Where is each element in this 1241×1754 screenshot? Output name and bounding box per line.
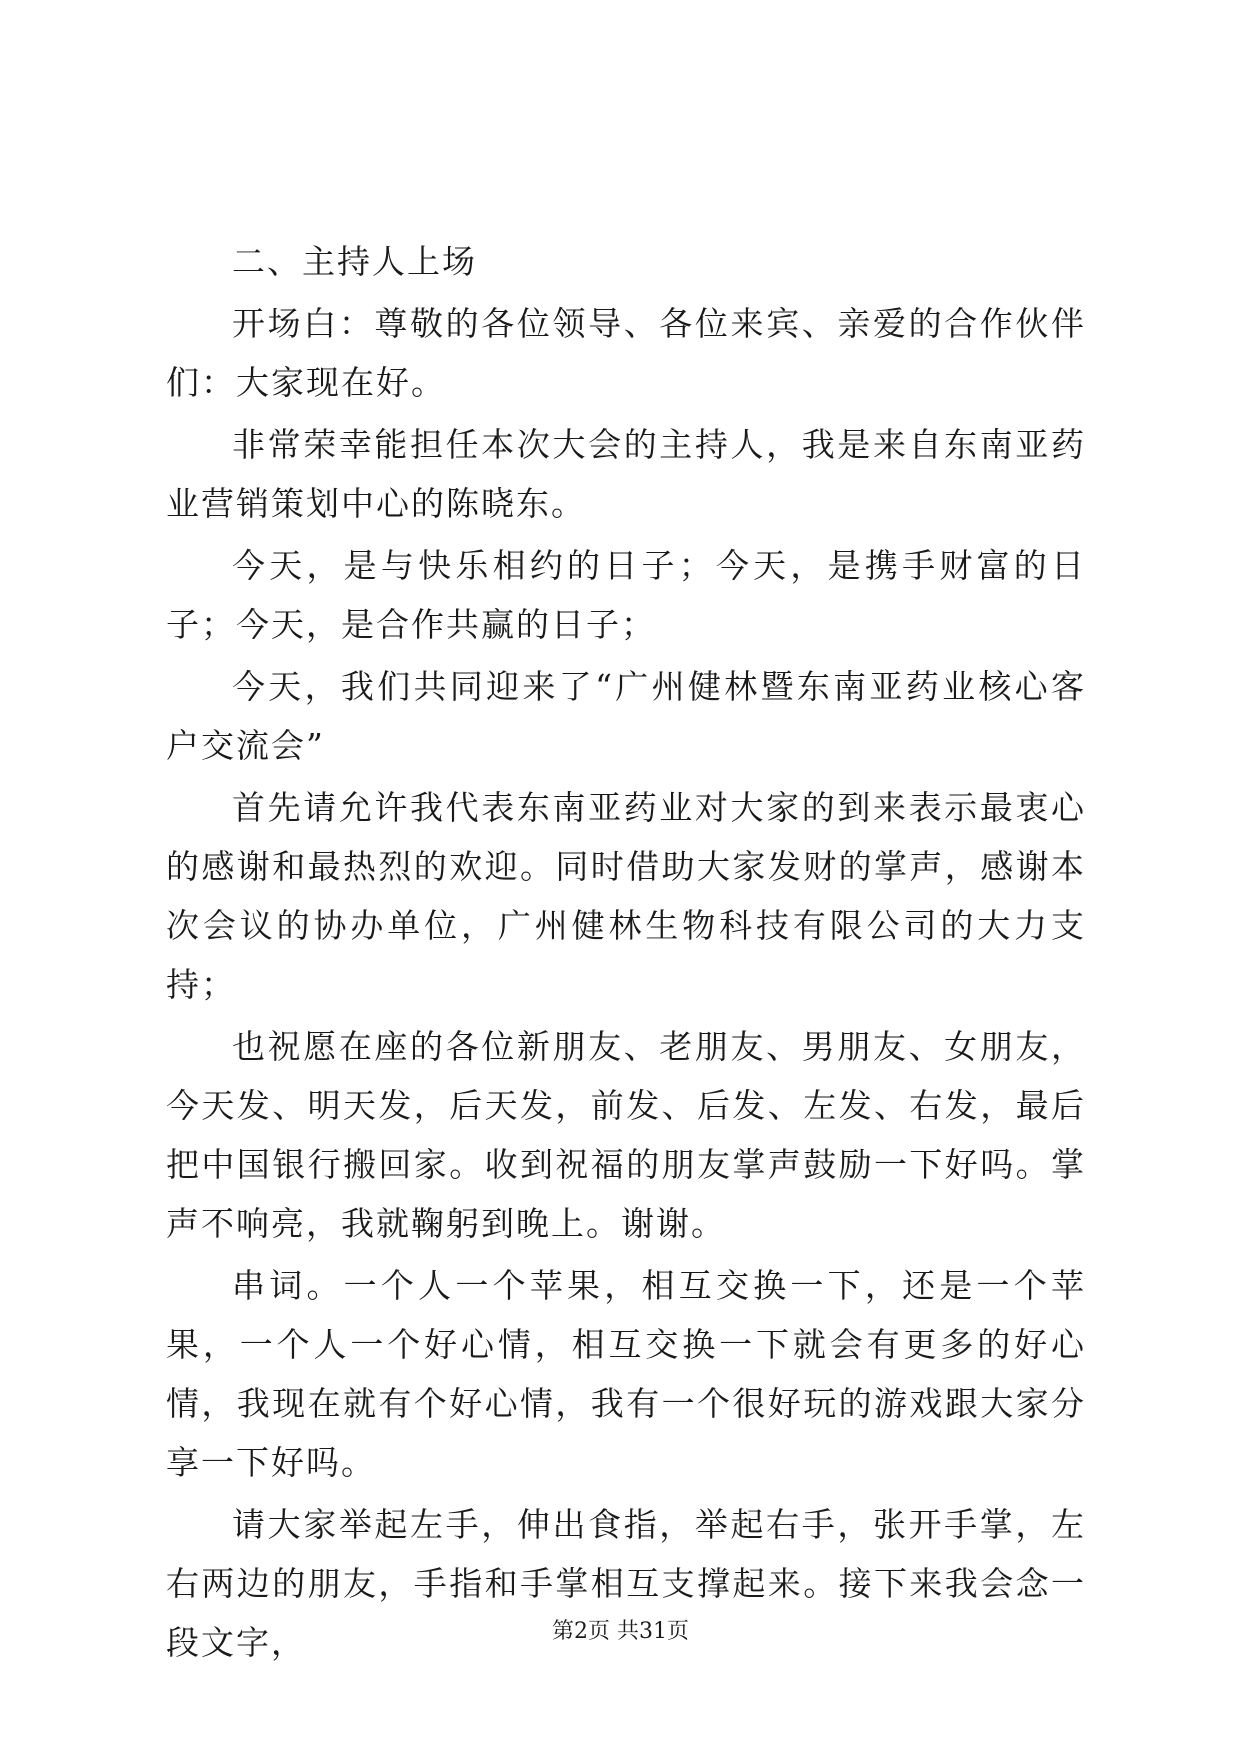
paragraph-welcome-thanks: 首先请允许我代表东南亚药业对大家的到来表示最衷心的感谢和最热烈的欢迎。同时借助大家发财的掌声，感谢本次会议的协办单位，广州健林生物科技有限公司的大力支持；: [166, 788, 1086, 1004]
body-text: [166, 232, 1086, 1672]
paragraph-blessings: 也祝愿在座的各位新朋友、老朋友、男朋友、女朋友，今天发、明天发，后天发，前发、后发、左发、右发，最后把中国银行搬回家。收到祝福的朋友掌声鼓励一下好吗。掌声不响亮，我就鞠躬到晚上。谢谢。: [166, 1027, 1086, 1243]
page-number-footer: 第2页 共31页: [552, 1619, 689, 1644]
paragraph-host-introduction: 非常荣幸能担任本次大会的主持人，我是来自东南亚药业营销策划中心的陈晓东。: [166, 425, 1086, 523]
paragraph-opening-remarks: 开场白：尊敬的各位领导、各位来宾、亲爱的合作伙伴们：大家现在好。: [166, 304, 1086, 402]
heading-host-entrance: 二、主持人上场: [232, 242, 477, 281]
paragraph-event-name: 今天，我们共同迎来了“广州健林暨东南亚药业核心客户交流会”: [166, 667, 1086, 765]
paragraph-game-instructions: 请大家举起左手，伸出食指，举起右手，张开手掌，左右两边的朋友，手指和手掌相互支撑起来。接下来我会念一段文字，: [166, 1505, 1086, 1662]
paragraph-today: 今天，是与快乐相约的日子；今天，是携手财富的日子；今天，是合作共赢的日子；: [166, 546, 1086, 644]
paragraph-transition: 串词。一个人一个苹果，相互交换一下，还是一个苹果，一个人一个好心情，相互交换一下就会有更多的好心情，我现在就有个好心情，我有一个很好玩的游戏跟大家分享一下好吗。: [166, 1266, 1086, 1482]
